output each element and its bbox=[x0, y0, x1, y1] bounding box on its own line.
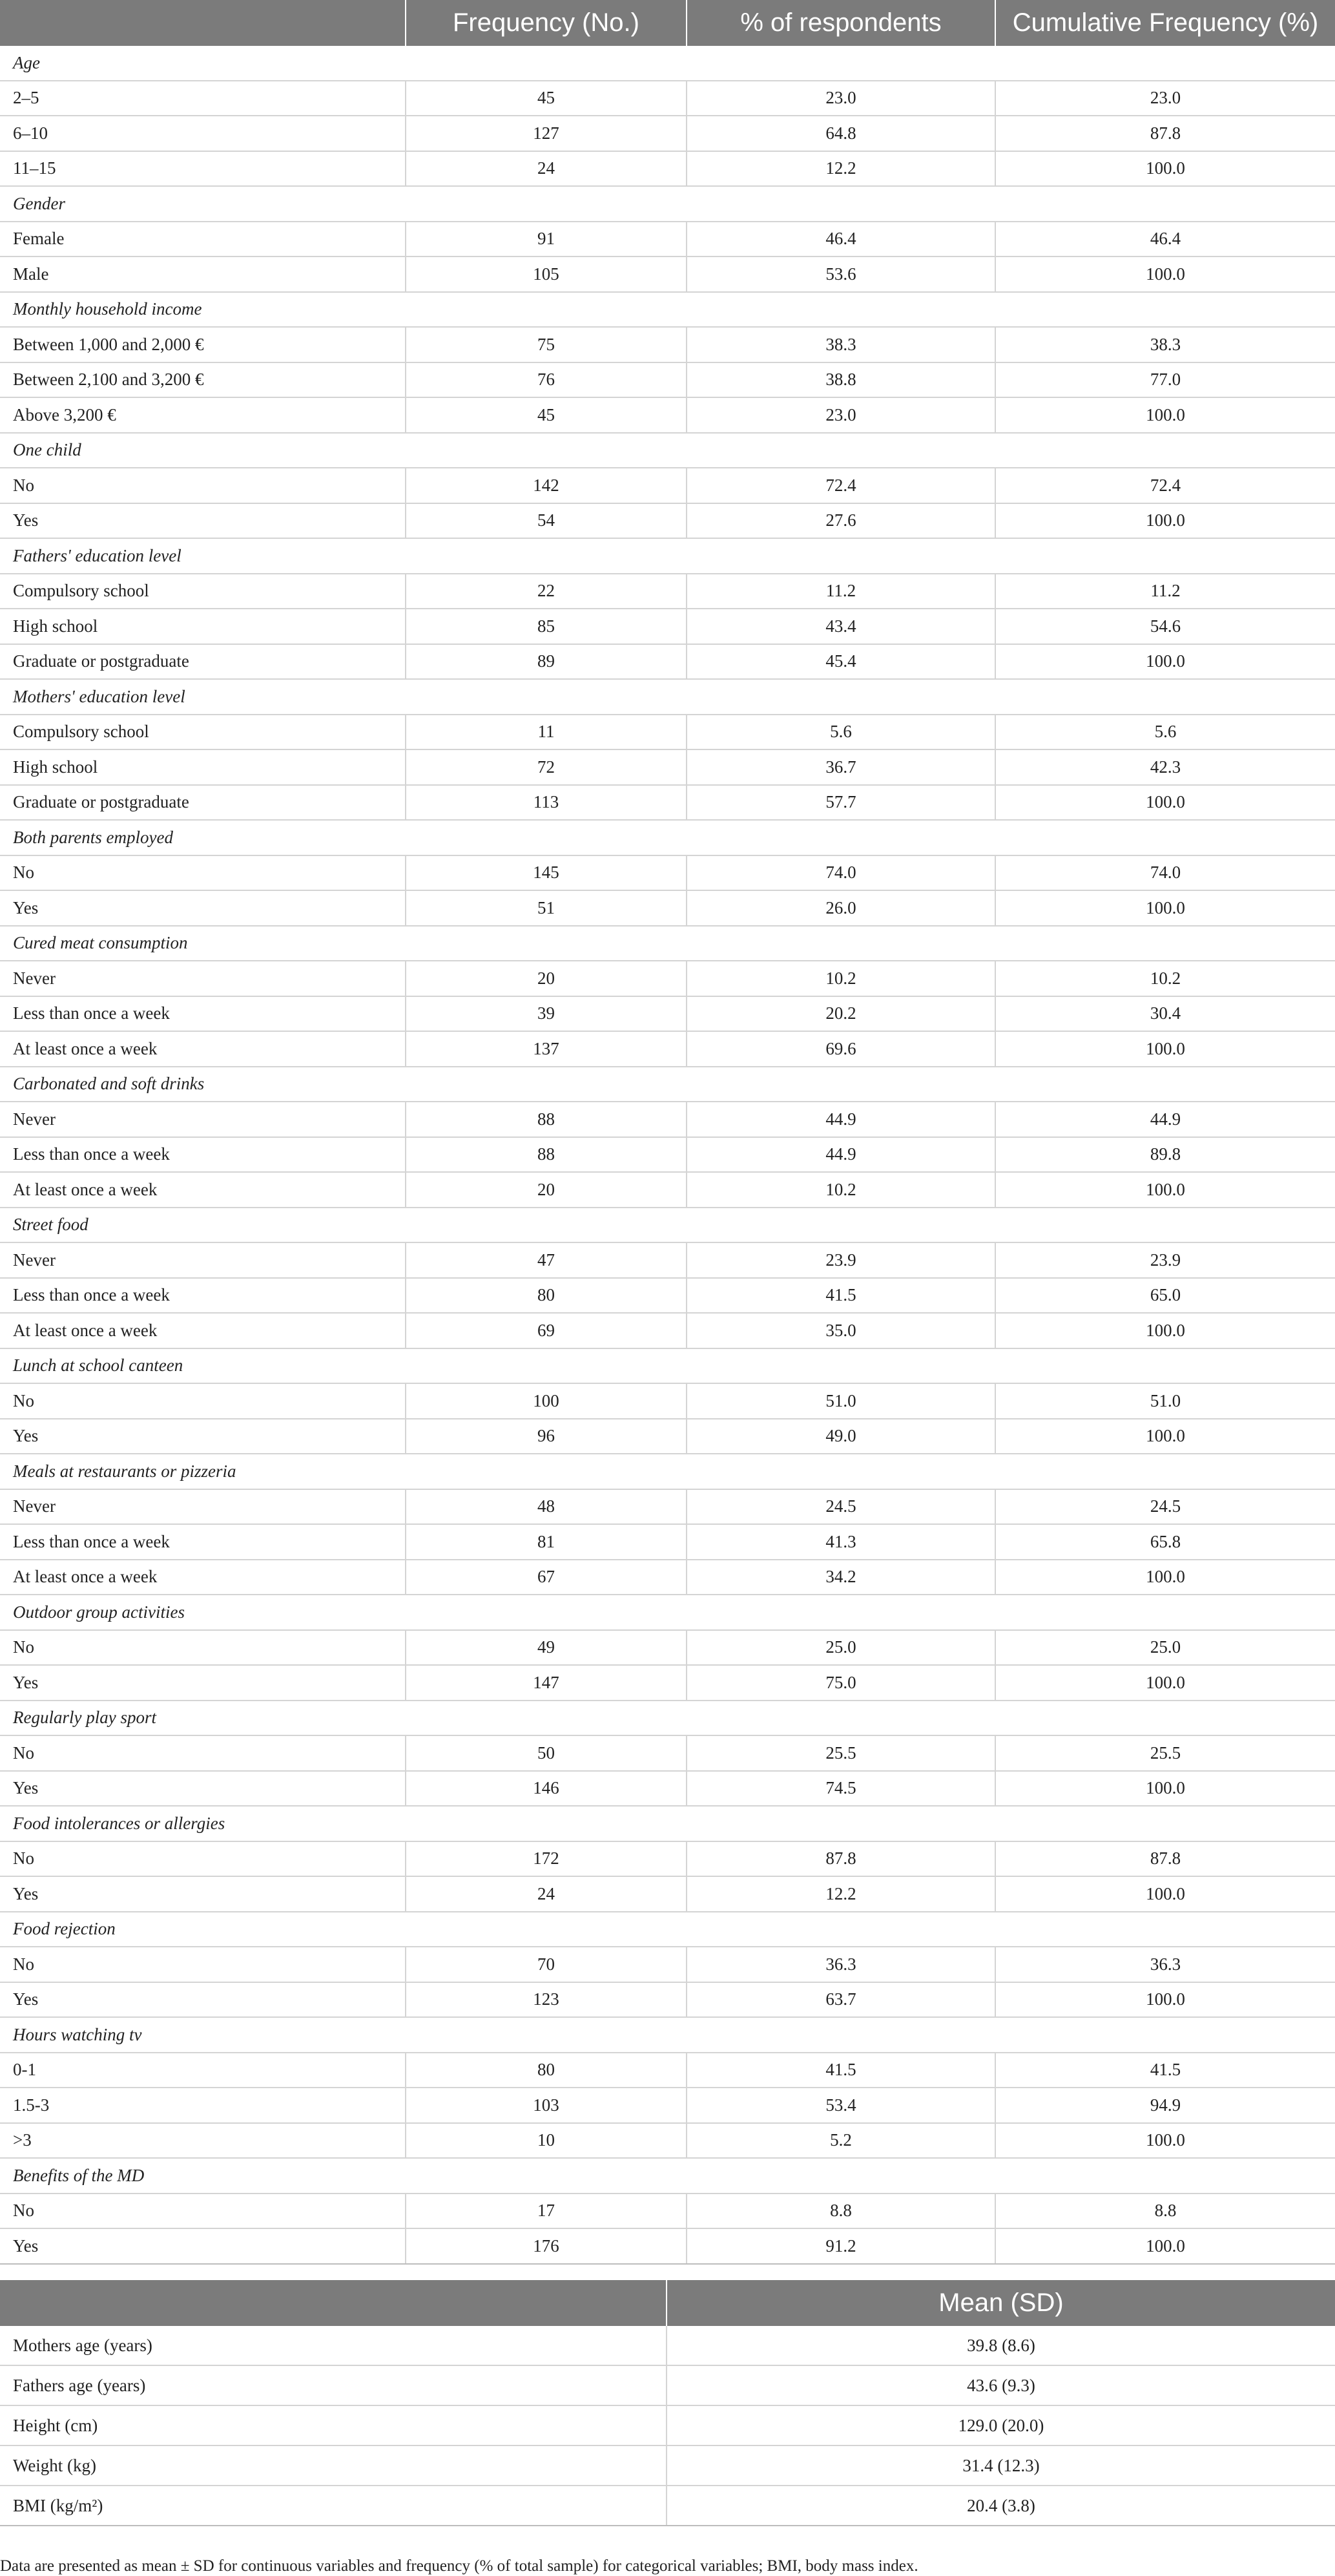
frequency-cell: 127 bbox=[406, 116, 687, 151]
category-label: Gender bbox=[0, 186, 1335, 222]
table-row bbox=[0, 397, 1335, 433]
mean-sd-cell: 20.4 (3.8) bbox=[667, 2486, 1335, 2526]
category-label: Carbonated and soft drinks bbox=[0, 1067, 1335, 1102]
table-row bbox=[0, 1665, 1335, 1701]
variable-label: Height (cm) bbox=[0, 2405, 667, 2445]
frequency-cell: 142 bbox=[406, 468, 687, 503]
category-row bbox=[0, 1348, 1335, 1384]
mean-sd-table-header bbox=[0, 2280, 1335, 2326]
percent-cell: 20.2 bbox=[687, 996, 995, 1032]
frequency-cell: 89 bbox=[406, 644, 687, 680]
table-row bbox=[0, 468, 1335, 503]
category-row bbox=[0, 2158, 1335, 2194]
frequency-cell: 20 bbox=[406, 1172, 687, 1208]
row-label: No bbox=[0, 468, 406, 503]
percent-cell: 25.0 bbox=[687, 1630, 995, 1666]
cumulative-cell: 38.3 bbox=[995, 327, 1335, 362]
percent-cell: 41.5 bbox=[687, 1278, 995, 1314]
row-label: Yes bbox=[0, 890, 406, 926]
percent-cell: 51.0 bbox=[687, 1383, 995, 1419]
row-label: High school bbox=[0, 749, 406, 785]
cumulative-cell: 23.0 bbox=[995, 81, 1335, 116]
percent-cell: 44.9 bbox=[687, 1137, 995, 1173]
cumulative-cell: 100.0 bbox=[995, 2228, 1335, 2264]
cumulative-cell: 46.4 bbox=[995, 222, 1335, 257]
table-row bbox=[0, 2228, 1335, 2264]
row-label: 11–15 bbox=[0, 151, 406, 187]
percent-cell: 5.2 bbox=[687, 2123, 995, 2159]
row-label: No bbox=[0, 1947, 406, 1982]
row-label: Never bbox=[0, 961, 406, 996]
table-row bbox=[0, 1982, 1335, 2018]
frequency-cell: 72 bbox=[406, 749, 687, 785]
percent-cell: 34.2 bbox=[687, 1560, 995, 1595]
row-label: No bbox=[0, 2194, 406, 2229]
row-label: No bbox=[0, 855, 406, 891]
table-row bbox=[0, 1630, 1335, 1666]
percent-cell: 8.8 bbox=[687, 2194, 995, 2229]
percent-cell: 53.4 bbox=[687, 2088, 995, 2123]
table-row bbox=[0, 116, 1335, 151]
category-row bbox=[0, 433, 1335, 468]
row-label: Yes bbox=[0, 1771, 406, 1806]
cumulative-cell: 42.3 bbox=[995, 749, 1335, 785]
table-row bbox=[0, 644, 1335, 680]
mean-sd-table-body bbox=[0, 2326, 1335, 2526]
cumulative-cell: 65.0 bbox=[995, 1278, 1335, 1314]
mean-sd-table bbox=[0, 2280, 1335, 2526]
table-row bbox=[0, 961, 1335, 996]
row-label: 0-1 bbox=[0, 2053, 406, 2088]
frequency-cell: 172 bbox=[406, 1841, 687, 1877]
category-row bbox=[0, 1454, 1335, 1489]
table-row bbox=[0, 2405, 1335, 2445]
category-label: Hours watching tv bbox=[0, 2017, 1335, 2053]
row-label: Yes bbox=[0, 1876, 406, 1912]
cumulative-cell: 24.5 bbox=[995, 1489, 1335, 1525]
category-row bbox=[0, 2017, 1335, 2053]
percent-cell: 74.5 bbox=[687, 1771, 995, 1806]
percent-cell: 23.9 bbox=[687, 1242, 995, 1278]
row-label: No bbox=[0, 1383, 406, 1419]
cumulative-cell: 100.0 bbox=[995, 1876, 1335, 1912]
cumulative-cell: 100.0 bbox=[995, 1771, 1335, 1806]
table-row bbox=[0, 81, 1335, 116]
percent-cell: 41.5 bbox=[687, 2053, 995, 2088]
percent-cell: 57.7 bbox=[687, 785, 995, 821]
row-label: Never bbox=[0, 1242, 406, 1278]
cumulative-cell: 100.0 bbox=[995, 151, 1335, 187]
table-row bbox=[0, 1841, 1335, 1877]
row-label: Graduate or postgraduate bbox=[0, 644, 406, 680]
cumulative-cell: 25.0 bbox=[995, 1630, 1335, 1666]
percent-cell: 41.3 bbox=[687, 1524, 995, 1560]
row-label: >3 bbox=[0, 2123, 406, 2159]
cumulative-cell: 77.0 bbox=[995, 362, 1335, 398]
frequency-table-header bbox=[0, 0, 1335, 46]
frequency-cell: 145 bbox=[406, 855, 687, 891]
cumulative-cell: 89.8 bbox=[995, 1137, 1335, 1173]
frequency-cell: 22 bbox=[406, 574, 687, 609]
table-row bbox=[0, 1419, 1335, 1454]
table-row bbox=[0, 2194, 1335, 2229]
frequency-cell: 80 bbox=[406, 1278, 687, 1314]
frequency-cell: 49 bbox=[406, 1630, 687, 1666]
frequency-cell: 113 bbox=[406, 785, 687, 821]
percent-cell: 64.8 bbox=[687, 116, 995, 151]
percent-cell: 69.6 bbox=[687, 1031, 995, 1067]
category-row bbox=[0, 186, 1335, 222]
mean-sd-cell: 39.8 (8.6) bbox=[667, 2326, 1335, 2365]
category-row bbox=[0, 292, 1335, 328]
table-row bbox=[0, 890, 1335, 926]
table-row bbox=[0, 715, 1335, 750]
table-row bbox=[0, 1771, 1335, 1806]
frequency-cell: 88 bbox=[406, 1102, 687, 1137]
percent-cell: 75.0 bbox=[687, 1665, 995, 1701]
row-label: Never bbox=[0, 1102, 406, 1137]
frequency-cell: 24 bbox=[406, 1876, 687, 1912]
frequency-cell: 67 bbox=[406, 1560, 687, 1595]
frequency-cell: 103 bbox=[406, 2088, 687, 2123]
percent-cell: 27.6 bbox=[687, 503, 995, 539]
table-row bbox=[0, 1383, 1335, 1419]
cumulative-cell: 51.0 bbox=[995, 1383, 1335, 1419]
percent-cell: 26.0 bbox=[687, 890, 995, 926]
table-row bbox=[0, 996, 1335, 1032]
cumulative-cell: 100.0 bbox=[995, 1982, 1335, 2018]
frequency-cell: 47 bbox=[406, 1242, 687, 1278]
frequency-cell: 10 bbox=[406, 2123, 687, 2159]
cumulative-cell: 72.4 bbox=[995, 468, 1335, 503]
frequency-table-body bbox=[0, 46, 1335, 2264]
footnote: Data are presented as mean ± SD for continuous variables and frequency (% of total sample) for categorical variables; BMI, body mass index. bbox=[0, 2557, 918, 2575]
cumulative-cell: 100.0 bbox=[995, 1031, 1335, 1067]
mean-sd-cell: 129.0 (20.0) bbox=[667, 2405, 1335, 2445]
cumulative-cell: 11.2 bbox=[995, 574, 1335, 609]
row-label: At least once a week bbox=[0, 1313, 406, 1348]
percent-cell: 24.5 bbox=[687, 1489, 995, 1525]
table-row bbox=[0, 257, 1335, 292]
category-label: Mothers' education level bbox=[0, 679, 1335, 715]
cumulative-cell: 8.8 bbox=[995, 2194, 1335, 2229]
mean-sd-cell: 43.6 (9.3) bbox=[667, 2365, 1335, 2405]
frequency-cell: 123 bbox=[406, 1982, 687, 2018]
table-row bbox=[0, 1489, 1335, 1525]
table-row bbox=[0, 222, 1335, 257]
percent-cell: 36.7 bbox=[687, 749, 995, 785]
row-label: 2–5 bbox=[0, 81, 406, 116]
variable-label: BMI (kg/m²) bbox=[0, 2486, 667, 2526]
cumulative-cell: 36.3 bbox=[995, 1947, 1335, 1982]
row-label: No bbox=[0, 1735, 406, 1771]
percent-cell: 5.6 bbox=[687, 715, 995, 750]
frequency-cell: 88 bbox=[406, 1137, 687, 1173]
table-row bbox=[0, 609, 1335, 644]
category-row bbox=[0, 538, 1335, 574]
cumulative-cell: 100.0 bbox=[995, 1313, 1335, 1348]
table-row bbox=[0, 1242, 1335, 1278]
frequency-cell: 75 bbox=[406, 327, 687, 362]
cumulative-cell: 74.0 bbox=[995, 855, 1335, 891]
category-label: Outdoor group activities bbox=[0, 1595, 1335, 1630]
table-row bbox=[0, 2445, 1335, 2486]
percent-cell: 11.2 bbox=[687, 574, 995, 609]
cumulative-cell: 100.0 bbox=[995, 1419, 1335, 1454]
header-percent: % of respondents bbox=[687, 0, 995, 46]
frequency-cell: 69 bbox=[406, 1313, 687, 1348]
row-label: At least once a week bbox=[0, 1560, 406, 1595]
category-label: Regularly play sport bbox=[0, 1701, 1335, 1736]
category-label: One child bbox=[0, 433, 1335, 468]
table-row bbox=[0, 1313, 1335, 1348]
category-label: Age bbox=[0, 46, 1335, 81]
table-row bbox=[0, 1876, 1335, 1912]
percent-cell: 25.5 bbox=[687, 1735, 995, 1771]
row-label: Never bbox=[0, 1489, 406, 1525]
percent-cell: 23.0 bbox=[687, 397, 995, 433]
percent-cell: 12.2 bbox=[687, 151, 995, 187]
table-row bbox=[0, 855, 1335, 891]
row-label: At least once a week bbox=[0, 1172, 406, 1208]
percent-cell: 44.9 bbox=[687, 1102, 995, 1137]
category-label: Meals at restaurants or pizzeria bbox=[0, 1454, 1335, 1489]
category-row bbox=[0, 1912, 1335, 1947]
category-row bbox=[0, 1595, 1335, 1630]
table-row bbox=[0, 2365, 1335, 2405]
cumulative-cell: 87.8 bbox=[995, 1841, 1335, 1877]
table-row bbox=[0, 327, 1335, 362]
category-row bbox=[0, 1208, 1335, 1243]
frequency-cell: 96 bbox=[406, 1419, 687, 1454]
cumulative-cell: 54.6 bbox=[995, 609, 1335, 644]
cumulative-cell: 94.9 bbox=[995, 2088, 1335, 2123]
frequency-cell: 76 bbox=[406, 362, 687, 398]
category-label: Street food bbox=[0, 1208, 1335, 1243]
frequency-cell: 147 bbox=[406, 1665, 687, 1701]
header-variable-column bbox=[0, 2280, 667, 2326]
table-row bbox=[0, 785, 1335, 821]
percent-cell: 38.8 bbox=[687, 362, 995, 398]
table-row bbox=[0, 1735, 1335, 1771]
cumulative-cell: 100.0 bbox=[995, 1560, 1335, 1595]
table-row bbox=[0, 1560, 1335, 1595]
category-row bbox=[0, 1806, 1335, 1841]
percent-cell: 74.0 bbox=[687, 855, 995, 891]
cumulative-cell: 100.0 bbox=[995, 644, 1335, 680]
cumulative-cell: 100.0 bbox=[995, 503, 1335, 539]
category-label: Food rejection bbox=[0, 1912, 1335, 1947]
frequency-cell: 51 bbox=[406, 890, 687, 926]
table-row bbox=[0, 503, 1335, 539]
percent-cell: 46.4 bbox=[687, 222, 995, 257]
percent-cell: 10.2 bbox=[687, 1172, 995, 1208]
category-label: Benefits of the MD bbox=[0, 2158, 1335, 2194]
row-label: Compulsory school bbox=[0, 715, 406, 750]
table-row bbox=[0, 362, 1335, 398]
table-row bbox=[0, 1137, 1335, 1173]
row-label: Compulsory school bbox=[0, 574, 406, 609]
row-label: Yes bbox=[0, 1665, 406, 1701]
category-row bbox=[0, 1701, 1335, 1736]
row-label: Less than once a week bbox=[0, 1137, 406, 1173]
frequency-cell: 176 bbox=[406, 2228, 687, 2264]
percent-cell: 72.4 bbox=[687, 468, 995, 503]
category-row bbox=[0, 46, 1335, 81]
cumulative-cell: 100.0 bbox=[995, 1172, 1335, 1208]
header-label-column bbox=[0, 0, 406, 46]
table-row bbox=[0, 151, 1335, 187]
percent-cell: 38.3 bbox=[687, 327, 995, 362]
row-label: Female bbox=[0, 222, 406, 257]
frequency-cell: 20 bbox=[406, 961, 687, 996]
percent-cell: 35.0 bbox=[687, 1313, 995, 1348]
percent-cell: 53.6 bbox=[687, 257, 995, 292]
table-row bbox=[0, 1947, 1335, 1982]
cumulative-cell: 65.8 bbox=[995, 1524, 1335, 1560]
header-mean-sd: Mean (SD) bbox=[667, 2280, 1335, 2326]
table-row bbox=[0, 1031, 1335, 1067]
table-row bbox=[0, 749, 1335, 785]
frequency-cell: 11 bbox=[406, 715, 687, 750]
row-label: Yes bbox=[0, 1982, 406, 2018]
percent-cell: 87.8 bbox=[687, 1841, 995, 1877]
variable-label: Mothers age (years) bbox=[0, 2326, 667, 2365]
frequency-cell: 50 bbox=[406, 1735, 687, 1771]
table-row bbox=[0, 2088, 1335, 2123]
variable-label: Fathers age (years) bbox=[0, 2365, 667, 2405]
percent-cell: 45.4 bbox=[687, 644, 995, 680]
row-label: Graduate or postgraduate bbox=[0, 785, 406, 821]
variable-label: Weight (kg) bbox=[0, 2445, 667, 2486]
category-label: Monthly household income bbox=[0, 292, 1335, 328]
frequency-cell: 54 bbox=[406, 503, 687, 539]
row-label: Yes bbox=[0, 503, 406, 539]
category-row bbox=[0, 1067, 1335, 1102]
table-row bbox=[0, 1524, 1335, 1560]
cumulative-cell: 100.0 bbox=[995, 1665, 1335, 1701]
cumulative-cell: 25.5 bbox=[995, 1735, 1335, 1771]
row-label: Less than once a week bbox=[0, 1278, 406, 1314]
category-label: Fathers' education level bbox=[0, 538, 1335, 574]
table-row bbox=[0, 1102, 1335, 1137]
cumulative-cell: 100.0 bbox=[995, 890, 1335, 926]
frequency-cell: 105 bbox=[406, 257, 687, 292]
cumulative-cell: 100.0 bbox=[995, 257, 1335, 292]
category-row bbox=[0, 926, 1335, 961]
cumulative-cell: 87.8 bbox=[995, 116, 1335, 151]
row-label: 6–10 bbox=[0, 116, 406, 151]
percent-cell: 10.2 bbox=[687, 961, 995, 996]
frequency-cell: 48 bbox=[406, 1489, 687, 1525]
category-label: Lunch at school canteen bbox=[0, 1348, 1335, 1384]
row-label: No bbox=[0, 1630, 406, 1666]
cumulative-cell: 41.5 bbox=[995, 2053, 1335, 2088]
cumulative-cell: 100.0 bbox=[995, 2123, 1335, 2159]
table-row bbox=[0, 1278, 1335, 1314]
row-label: At least once a week bbox=[0, 1031, 406, 1067]
cumulative-cell: 5.6 bbox=[995, 715, 1335, 750]
mean-sd-cell: 31.4 (12.3) bbox=[667, 2445, 1335, 2486]
frequency-cell: 137 bbox=[406, 1031, 687, 1067]
row-label: 1.5-3 bbox=[0, 2088, 406, 2123]
table-row bbox=[0, 2486, 1335, 2526]
frequency-cell: 81 bbox=[406, 1524, 687, 1560]
percent-cell: 23.0 bbox=[687, 81, 995, 116]
cumulative-cell: 100.0 bbox=[995, 785, 1335, 821]
row-label: Above 3,200 € bbox=[0, 397, 406, 433]
frequency-cell: 24 bbox=[406, 151, 687, 187]
cumulative-cell: 23.9 bbox=[995, 1242, 1335, 1278]
category-label: Cured meat consumption bbox=[0, 926, 1335, 961]
frequency-cell: 91 bbox=[406, 222, 687, 257]
row-label: No bbox=[0, 1841, 406, 1877]
percent-cell: 49.0 bbox=[687, 1419, 995, 1454]
table-row bbox=[0, 2326, 1335, 2365]
table-row bbox=[0, 574, 1335, 609]
row-label: High school bbox=[0, 609, 406, 644]
category-label: Both parents employed bbox=[0, 820, 1335, 855]
row-label: Male bbox=[0, 257, 406, 292]
percent-cell: 43.4 bbox=[687, 609, 995, 644]
percent-cell: 91.2 bbox=[687, 2228, 995, 2264]
category-row bbox=[0, 679, 1335, 715]
row-label: Between 2,100 and 3,200 € bbox=[0, 362, 406, 398]
frequency-cell: 100 bbox=[406, 1383, 687, 1419]
row-label: Less than once a week bbox=[0, 996, 406, 1032]
row-label: Less than once a week bbox=[0, 1524, 406, 1560]
row-label: Between 1,000 and 2,000 € bbox=[0, 327, 406, 362]
cumulative-cell: 44.9 bbox=[995, 1102, 1335, 1137]
frequency-cell: 17 bbox=[406, 2194, 687, 2229]
cumulative-cell: 10.2 bbox=[995, 961, 1335, 996]
table-row bbox=[0, 1172, 1335, 1208]
frequency-cell: 45 bbox=[406, 81, 687, 116]
frequency-cell: 70 bbox=[406, 1947, 687, 1982]
percent-cell: 12.2 bbox=[687, 1876, 995, 1912]
frequency-cell: 39 bbox=[406, 996, 687, 1032]
cumulative-cell: 30.4 bbox=[995, 996, 1335, 1032]
header-cumulative: Cumulative Frequency (%) bbox=[995, 0, 1335, 46]
frequency-cell: 45 bbox=[406, 397, 687, 433]
table-row bbox=[0, 2123, 1335, 2159]
category-row bbox=[0, 820, 1335, 855]
cumulative-cell: 100.0 bbox=[995, 397, 1335, 433]
category-label: Food intolerances or allergies bbox=[0, 1806, 1335, 1841]
percent-cell: 63.7 bbox=[687, 1982, 995, 2018]
row-label: Yes bbox=[0, 2228, 406, 2264]
frequency-cell: 85 bbox=[406, 609, 687, 644]
frequency-cell: 80 bbox=[406, 2053, 687, 2088]
frequency-cell: 146 bbox=[406, 1771, 687, 1806]
percent-cell: 36.3 bbox=[687, 1947, 995, 1982]
header-frequency: Frequency (No.) bbox=[406, 0, 687, 46]
row-label: Yes bbox=[0, 1419, 406, 1454]
table-row bbox=[0, 2053, 1335, 2088]
